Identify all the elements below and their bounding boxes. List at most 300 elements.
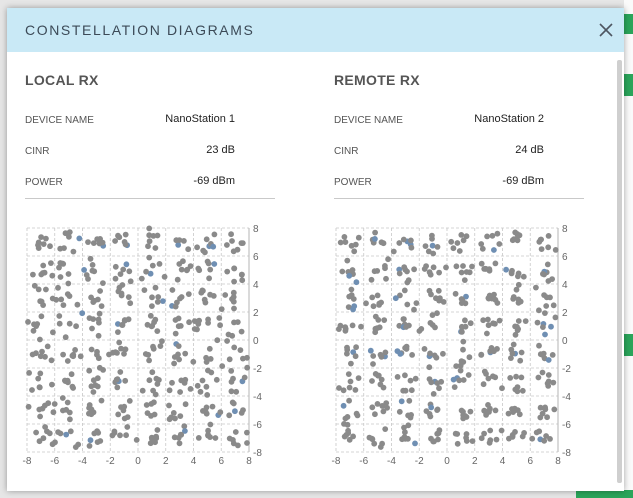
x-tick-label: -4 — [387, 456, 396, 467]
y-tick-label: 2 — [253, 308, 259, 319]
data-point — [346, 294, 352, 300]
data-point — [63, 334, 69, 340]
data-point — [514, 324, 520, 330]
data-point — [49, 273, 55, 279]
data-point — [342, 234, 348, 240]
data-point — [124, 424, 130, 430]
data-point — [65, 358, 71, 364]
data-point — [182, 351, 188, 357]
data-point — [356, 235, 362, 241]
data-point — [88, 411, 94, 417]
data-point — [541, 292, 547, 298]
data-point — [196, 435, 202, 441]
data-point — [143, 269, 149, 275]
data-point — [539, 246, 545, 252]
data-point — [60, 395, 66, 401]
data-point — [480, 246, 486, 252]
data-point — [176, 343, 182, 349]
data-point — [544, 414, 550, 420]
data-point — [551, 302, 557, 308]
data-point — [536, 307, 542, 313]
data-point — [38, 353, 44, 359]
data-point — [116, 340, 122, 346]
data-point — [179, 267, 185, 273]
data-point — [499, 385, 505, 391]
data-point — [174, 300, 180, 306]
data-point — [459, 329, 465, 335]
data-point — [436, 385, 442, 391]
data-point — [395, 374, 401, 380]
data-point — [515, 237, 521, 243]
data-point — [548, 324, 554, 330]
data-point — [516, 318, 522, 324]
data-point — [239, 410, 245, 416]
y-tick-label: -8 — [562, 448, 571, 459]
data-point — [460, 297, 466, 303]
x-tick-label: 4 — [499, 456, 506, 467]
data-point — [100, 280, 106, 286]
data-point — [483, 412, 489, 418]
data-point — [520, 434, 526, 440]
data-point — [428, 272, 434, 278]
data-point — [91, 268, 97, 274]
data-point — [497, 318, 503, 324]
data-point — [456, 377, 462, 383]
data-point — [462, 317, 468, 323]
data-point — [122, 416, 128, 422]
constellation-plot-local — [21, 220, 273, 472]
y-tick-label: 6 — [562, 252, 568, 263]
data-point — [118, 271, 124, 277]
data-point — [205, 259, 211, 265]
data-point — [97, 311, 103, 317]
data-point — [49, 357, 55, 363]
data-point — [494, 437, 500, 443]
data-point — [506, 411, 512, 417]
data-point — [119, 293, 125, 299]
data-point — [395, 348, 401, 354]
data-point — [186, 291, 192, 297]
data-point — [341, 387, 347, 393]
data-point — [170, 287, 176, 293]
data-point — [369, 295, 375, 301]
data-point — [454, 431, 460, 437]
data-point — [373, 314, 379, 320]
data-point — [244, 365, 250, 371]
data-point — [436, 270, 442, 276]
data-point — [231, 345, 237, 351]
data-point — [38, 272, 44, 278]
y-tick-label: -4 — [253, 392, 262, 403]
data-point — [385, 256, 391, 262]
data-point — [231, 290, 237, 296]
data-point — [378, 444, 384, 450]
data-point — [112, 430, 118, 436]
y-tick-label: 0 — [562, 336, 568, 347]
data-point — [462, 277, 468, 283]
data-point — [434, 355, 440, 361]
data-point — [207, 267, 213, 273]
data-point — [151, 346, 157, 352]
data-point — [470, 438, 476, 444]
data-point — [369, 277, 375, 283]
data-point — [430, 243, 436, 249]
data-point — [371, 303, 377, 309]
data-point — [550, 352, 556, 358]
data-point — [45, 400, 51, 406]
data-point — [36, 245, 42, 251]
data-point — [81, 267, 87, 273]
data-point — [29, 387, 35, 393]
data-point — [212, 232, 218, 238]
panel-title: LOCAL RX — [25, 72, 99, 88]
y-tick-label: 4 — [562, 280, 568, 291]
data-point — [404, 302, 410, 308]
data-point — [73, 323, 79, 329]
data-point — [146, 255, 152, 261]
data-point — [516, 271, 522, 277]
data-point — [37, 438, 43, 444]
data-point — [145, 322, 151, 328]
data-point — [224, 269, 230, 275]
y-tick-label: -6 — [562, 420, 571, 431]
data-point — [353, 387, 359, 393]
data-point — [149, 369, 155, 375]
data-point — [26, 404, 32, 410]
data-point — [99, 398, 105, 404]
y-tick-label: -2 — [253, 364, 262, 375]
modal-title: CONSTELLATION DIAGRAMS — [25, 22, 255, 38]
data-point — [354, 279, 360, 285]
data-point — [53, 297, 59, 303]
y-tick-label: -8 — [253, 448, 262, 459]
data-point — [153, 245, 159, 251]
data-point — [538, 351, 544, 357]
data-point — [226, 332, 232, 338]
data-point — [65, 291, 71, 297]
data-point — [217, 322, 223, 328]
data-point — [372, 268, 378, 274]
data-point — [52, 439, 58, 445]
data-point — [123, 432, 129, 438]
data-point — [153, 392, 159, 398]
data-point — [427, 376, 433, 382]
data-point — [88, 437, 94, 443]
data-point — [139, 276, 145, 282]
data-point — [370, 353, 376, 359]
data-point — [231, 266, 237, 272]
data-point — [491, 247, 497, 253]
data-point — [33, 323, 39, 329]
data-point — [114, 385, 120, 391]
data-point — [348, 379, 354, 385]
data-point — [363, 300, 369, 306]
data-point — [38, 234, 44, 240]
data-point — [146, 358, 152, 364]
data-point — [229, 379, 235, 385]
data-point — [37, 414, 43, 420]
data-point — [66, 271, 72, 277]
data-point — [239, 240, 245, 246]
data-point — [112, 238, 118, 244]
data-point — [422, 346, 428, 352]
data-point — [463, 324, 469, 330]
data-point — [408, 378, 414, 384]
data-point — [481, 381, 487, 387]
data-point — [78, 353, 84, 359]
data-point — [422, 266, 428, 272]
data-point — [198, 389, 204, 395]
data-point — [541, 272, 547, 278]
data-point — [227, 356, 233, 362]
x-tick-label: 0 — [444, 456, 450, 467]
data-point — [204, 384, 210, 390]
data-point — [151, 399, 157, 405]
data-point — [30, 272, 36, 278]
data-point — [347, 385, 353, 391]
data-point — [210, 404, 216, 410]
data-point — [339, 269, 345, 275]
data-point — [115, 329, 121, 335]
data-point — [356, 375, 362, 381]
data-point — [521, 274, 527, 280]
data-point — [207, 346, 213, 352]
data-point — [175, 277, 181, 283]
data-point — [121, 408, 127, 414]
data-point — [409, 387, 415, 393]
data-point — [402, 288, 408, 294]
data-point — [90, 262, 96, 268]
data-point — [190, 359, 196, 365]
data-point — [479, 261, 485, 267]
data-point — [529, 436, 535, 442]
data-point — [99, 303, 105, 309]
data-point — [408, 238, 414, 244]
data-point — [549, 276, 555, 282]
data-point — [211, 261, 217, 267]
modal-scrollbar[interactable] — [617, 60, 622, 483]
data-point — [448, 239, 454, 245]
data-point — [406, 398, 412, 404]
data-point — [149, 294, 155, 300]
data-point — [126, 294, 132, 300]
data-point — [117, 369, 123, 375]
panel-title: REMOTE RX — [334, 72, 420, 88]
data-point — [123, 346, 129, 352]
data-point — [495, 231, 501, 237]
data-point — [160, 298, 166, 304]
data-point — [481, 266, 487, 272]
data-point — [219, 363, 225, 369]
data-point — [199, 288, 205, 294]
data-point — [413, 376, 419, 382]
data-point — [148, 440, 154, 446]
data-point — [434, 431, 440, 437]
data-point — [399, 398, 405, 404]
data-point — [149, 303, 155, 309]
data-point — [37, 384, 43, 390]
data-point — [100, 240, 106, 246]
data-point — [32, 283, 38, 289]
data-point — [63, 432, 69, 438]
data-point — [167, 416, 173, 422]
data-point — [244, 440, 250, 446]
y-tick-label: 0 — [253, 336, 259, 347]
data-point — [412, 441, 418, 447]
data-point — [369, 378, 375, 384]
close-button[interactable] — [596, 20, 616, 40]
data-point — [379, 239, 385, 245]
data-point — [543, 303, 549, 309]
data-point — [238, 347, 244, 353]
data-point — [358, 324, 364, 330]
data-point — [513, 332, 519, 338]
data-point — [510, 434, 516, 440]
data-point — [37, 337, 43, 343]
data-point — [370, 361, 376, 367]
data-point — [94, 236, 100, 242]
data-point — [224, 242, 230, 248]
data-point — [487, 440, 493, 446]
data-point — [122, 318, 128, 324]
data-point — [460, 263, 466, 269]
data-point — [486, 322, 492, 328]
data-point — [239, 329, 245, 335]
data-point — [211, 293, 217, 299]
data-point — [430, 312, 436, 318]
data-point — [405, 413, 411, 419]
data-point — [70, 353, 76, 359]
data-point — [56, 313, 62, 319]
data-point — [216, 315, 222, 321]
data-point — [467, 354, 473, 360]
data-point — [154, 328, 160, 334]
data-point — [134, 437, 140, 443]
data-point — [88, 295, 94, 301]
y-tick-label: -4 — [562, 392, 571, 403]
data-point — [351, 248, 357, 254]
x-tick-label: -4 — [78, 456, 87, 467]
data-point — [55, 429, 61, 435]
data-point — [348, 361, 354, 367]
data-point — [545, 244, 551, 250]
data-point — [229, 296, 235, 302]
data-point — [167, 387, 173, 393]
data-point — [171, 361, 177, 367]
data-point — [547, 295, 553, 301]
data-point — [346, 273, 352, 279]
data-point — [469, 264, 475, 270]
power-value: -69 dBm — [502, 175, 544, 187]
data-point — [76, 236, 82, 242]
data-point — [369, 436, 375, 442]
data-point — [486, 376, 492, 382]
data-point — [33, 430, 39, 436]
data-point — [523, 318, 529, 324]
data-point — [244, 355, 250, 361]
data-point — [411, 307, 417, 313]
constellation-modal — [7, 8, 624, 491]
data-point — [434, 407, 440, 413]
data-point — [431, 264, 437, 270]
data-point — [350, 434, 356, 440]
data-point — [242, 375, 248, 381]
y-tick-label: -6 — [253, 420, 262, 431]
data-point — [423, 243, 429, 249]
data-point — [147, 377, 153, 383]
data-point — [25, 319, 31, 325]
close-icon — [596, 20, 616, 40]
data-point — [404, 344, 410, 350]
data-point — [228, 231, 234, 237]
data-point — [428, 405, 434, 411]
data-point — [507, 375, 513, 381]
data-point — [349, 243, 355, 249]
data-point — [196, 267, 202, 273]
data-point — [97, 288, 103, 294]
data-point — [493, 261, 499, 267]
data-point — [114, 350, 120, 356]
x-tick-label: 6 — [527, 456, 534, 467]
data-point — [145, 352, 151, 358]
data-point — [65, 281, 71, 287]
data-point — [159, 338, 165, 344]
data-point — [87, 443, 93, 449]
data-point — [89, 326, 95, 332]
modal-header — [7, 8, 624, 52]
data-point — [123, 232, 129, 238]
data-point — [519, 350, 525, 356]
data-point — [511, 342, 517, 348]
data-point — [194, 244, 200, 250]
data-point — [95, 375, 101, 381]
x-tick-label: -8 — [22, 456, 32, 467]
constellation-plot-remote — [330, 220, 582, 472]
data-point — [401, 237, 407, 243]
data-point — [233, 389, 239, 395]
data-point — [382, 263, 388, 269]
data-point — [371, 441, 377, 447]
data-point — [350, 323, 356, 329]
data-point — [542, 332, 548, 338]
data-point — [231, 401, 237, 407]
data-point — [226, 412, 232, 418]
data-point — [91, 431, 97, 437]
device-name-value: NanoStation 2 — [474, 113, 544, 125]
data-point — [186, 319, 192, 325]
data-point — [231, 279, 237, 285]
data-point — [127, 300, 133, 306]
data-point — [393, 295, 399, 301]
cinr-label: CINR — [25, 146, 50, 157]
data-point — [510, 296, 516, 302]
data-point — [244, 430, 250, 436]
data-point — [403, 388, 409, 394]
data-point — [460, 347, 466, 353]
data-point — [346, 398, 352, 404]
data-point — [546, 379, 552, 385]
data-point — [533, 285, 539, 291]
data-point — [516, 282, 522, 288]
data-point — [233, 429, 239, 435]
data-point — [39, 299, 45, 305]
data-point — [205, 368, 211, 374]
data-point — [479, 435, 485, 441]
data-point — [36, 407, 42, 413]
data-point — [96, 333, 102, 339]
x-tick-label: 8 — [555, 456, 561, 467]
data-point — [459, 270, 465, 276]
